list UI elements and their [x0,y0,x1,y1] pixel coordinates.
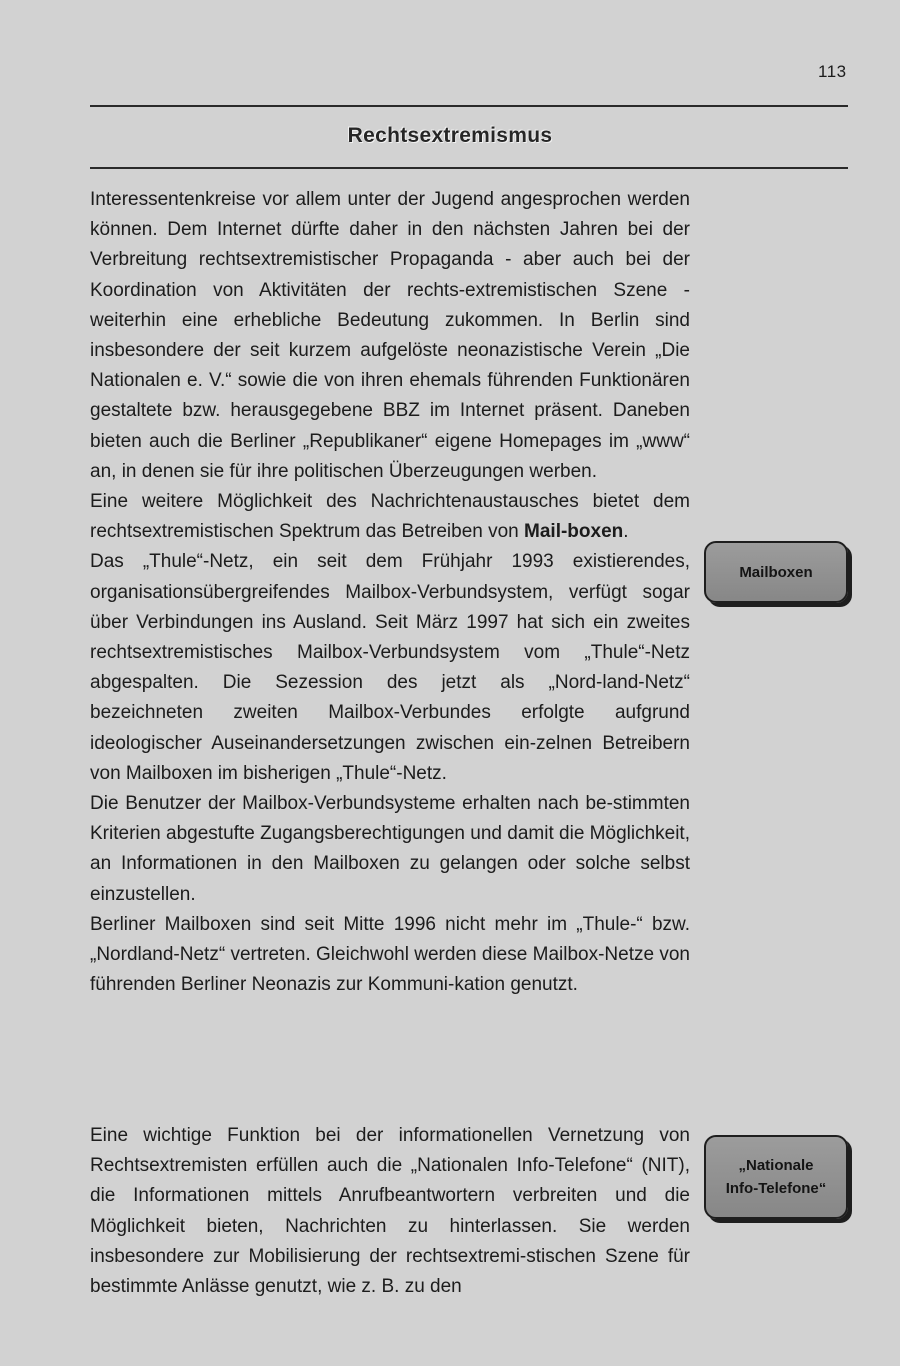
running-head: Rechtsextremismus [347,124,553,147]
header-rule-top [90,105,848,107]
margin-note-label-line-1: „Nationale [738,1157,814,1174]
paragraph-text: Eine weitere Möglichkeit des Nachrichtenaustausches bietet dem rechtsextremistischen Spektrum das Betreiben von [90,491,690,543]
paragraph: Interessentenkreise vor allem unter der Jugend angesprochen werden können. Dem Internet dürfte daher in den nächsten Jahren bei der Verbreitung rechtsextremistischer Propaganda - aber auch bei der Koordination von Aktivitäten der rechts-extremistischen Szene - weiterhin eine erhebliche Bedeutung zukommen. In Berlin sind insbesondere der seit kurzem aufgelöste neonazistische Verein „Die Nationalen e. V.“ sowie die von ihren ehemals führenden Funktionären gestaltete bzw. herausgegebene BBZ im Internet präsent. Daneben bieten auch die Berliner „Republikaner“ eigene Homepages im „www“ an, in denen sie für ihre politischen Überzeugungen werben. [90,189,690,482]
margin-note-mailboxen [704,541,848,603]
paragraph: Eine wichtige Funktion bei der informationellen Vernetzung von Rechtsextremisten erfüllen auch die „Nationalen Info-Telefone“ (NIT), die Informationen mittels Anrufbeantwortern verbreiten und die Möglichkeit bieten, Nachrichten zu hinterlassen. Sie werden insbesondere zur Mobilisierung der rechtsextremi-stischen Szene für bestimmte Anlässe genutzt, wie z. B. zu den [90,1125,690,1298]
paragraph: Berliner Mailboxen sind seit Mitte 1996 nicht mehr im „Thule-“ bzw. „Nordland-Netz“ vertreten. Gleichwohl werden diese Mailbox-Netze von führenden Berliner Neonazis zur Kommuni-kation genutzt. [90,913,690,996]
paragraph-text: . [623,521,629,543]
margin-note-label-line-2: Info-Telefone“ [725,1180,827,1197]
paragraph: Das „Thule“-Netz, ein seit dem Frühjahr 1993 existierendes, organisationsübergreifendes Mailbox-Verbundsystem, verfügt sogar über Verbindungen ins Ausland. Seit März 1997 hat sich ein zweites rechtsextremistisches Mailbox-Verbundsystem vom „Thule“-Netz abgespalten. Die Sezession des jetzt als „Nord-land-Netz“ bezeichneten zweiten Mailbox-Verbundes erfolgte aufgrund ideologischer Auseinandersetzungen zwischen ein-zelnen Betreibern von Mailboxen im bisherigen „Thule“-Netz. [90,551,690,784]
margin-note-label: Mailboxen [739,563,813,581]
margin-note-nationale-info-telefone [704,1135,848,1219]
paragraph [90,487,690,547]
keyword-mailboxen: Mail-boxen [524,521,624,543]
paragraph: Die Benutzer der Mailbox-Verbundsysteme erhalten nach be-stimmten Kriterien abgestufte Zugangsberechtigungen und damit die Möglichkeit, an Informationen in den Mailboxen zu gelangen oder solche selbst einzustellen. [90,793,690,905]
body-text-block-1 [90,185,690,1000]
body-text-block-2 [90,1121,690,1302]
header-rule-bottom [90,167,848,169]
page-number: 113 [818,62,847,81]
